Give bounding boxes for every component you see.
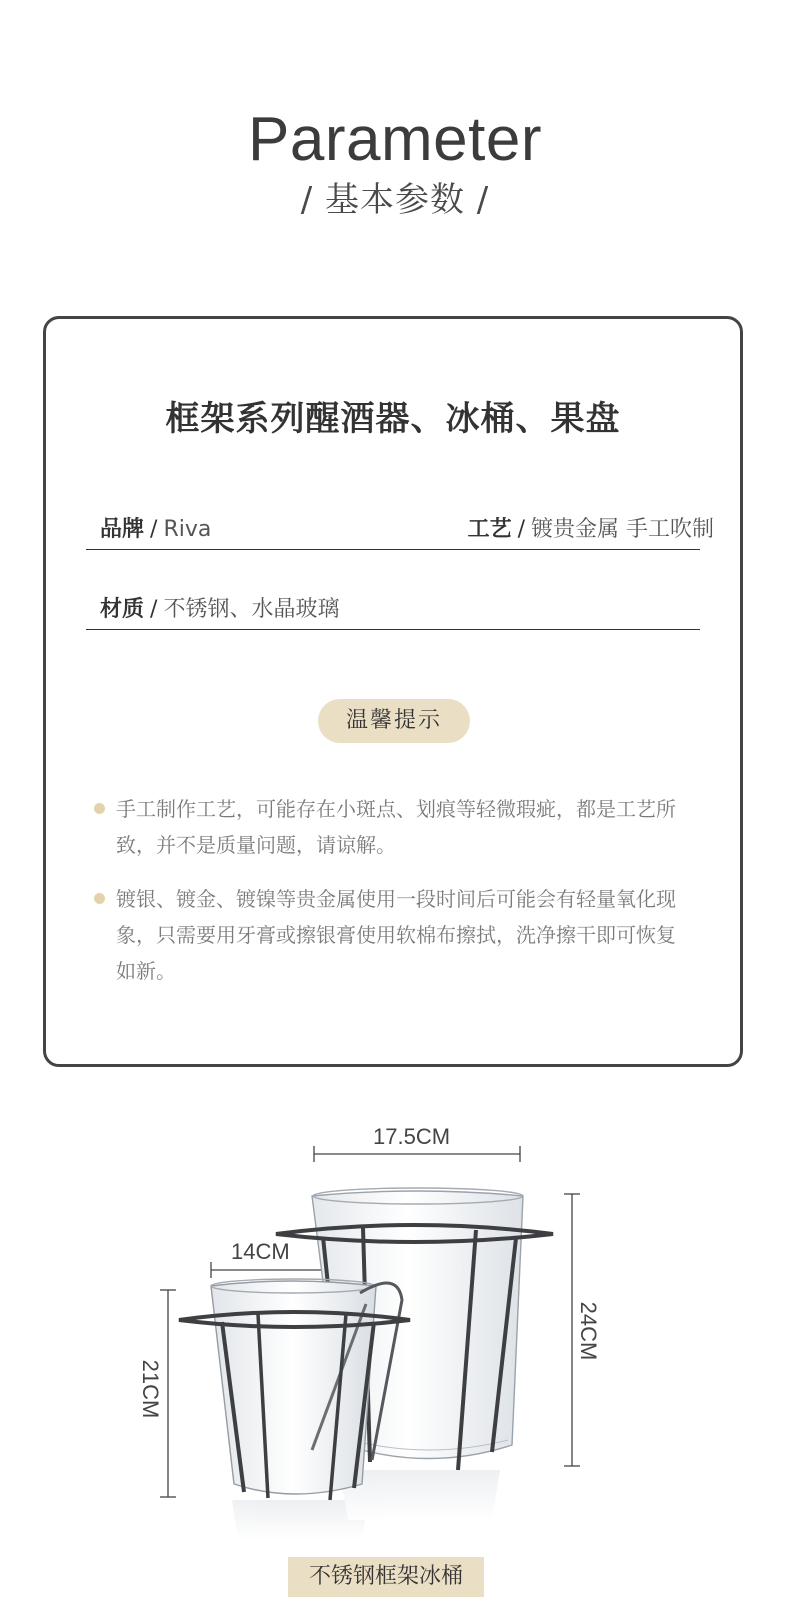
- param-brand-value: Riva: [163, 517, 212, 542]
- param-separator: /: [517, 517, 525, 542]
- product-dimension-area: [0, 1100, 790, 1589]
- param-row-material: [86, 589, 700, 630]
- param-separator: /: [150, 517, 158, 542]
- bullet-dot-icon: [94, 803, 105, 814]
- product-caption-badge: 不锈钢框架冰桶: [288, 1557, 484, 1597]
- section-title-cn: / 基本参数 /: [300, 180, 490, 220]
- product-title: 框架系列醒酒器、冰桶、果盘: [165, 399, 621, 439]
- param-craft-key: 工艺: [467, 517, 512, 542]
- note-text: 镀银、镀金、镀镍等贵金属使用一段时间后可能会有轻量氧化现象，只需要用牙膏或擦银膏使用软棉布擦拭，洗净擦干即可恢复如新。: [116, 887, 676, 983]
- param-brand-key: 品牌: [100, 517, 145, 542]
- param-craft: [468, 515, 714, 545]
- dimension-label-small-width: 14CM: [231, 1239, 290, 1264]
- dimension-label-large-width: 17.5CM: [373, 1124, 451, 1149]
- ice-bucket-illustration: [0, 1100, 790, 1580]
- param-material: [100, 595, 339, 625]
- param-separator: /: [150, 597, 158, 622]
- notes-list: [94, 791, 694, 1007]
- param-craft-value: 镀贵金属 手工吹制: [531, 517, 714, 542]
- bullet-dot-icon: [94, 893, 105, 904]
- list-item: [94, 791, 694, 863]
- parameter-card: [43, 316, 743, 1067]
- dimension-label-small-height: 21CM: [138, 1359, 163, 1419]
- param-row-brand-craft: [86, 509, 714, 550]
- param-material-key: 材质: [100, 597, 145, 622]
- param-brand: [100, 515, 211, 545]
- note-text: 手工制作工艺，可能存在小斑点、划痕等轻微瑕疵，都是工艺所致，并不是质量问题，请谅解。: [116, 797, 676, 857]
- param-material-value: 不锈钢、水晶玻璃: [163, 597, 340, 622]
- section-title-en: Parameter: [248, 105, 542, 174]
- tip-badge: 温馨提示: [318, 699, 470, 743]
- dimension-label-large-height: 24CM: [576, 1301, 601, 1361]
- list-item: [94, 881, 694, 989]
